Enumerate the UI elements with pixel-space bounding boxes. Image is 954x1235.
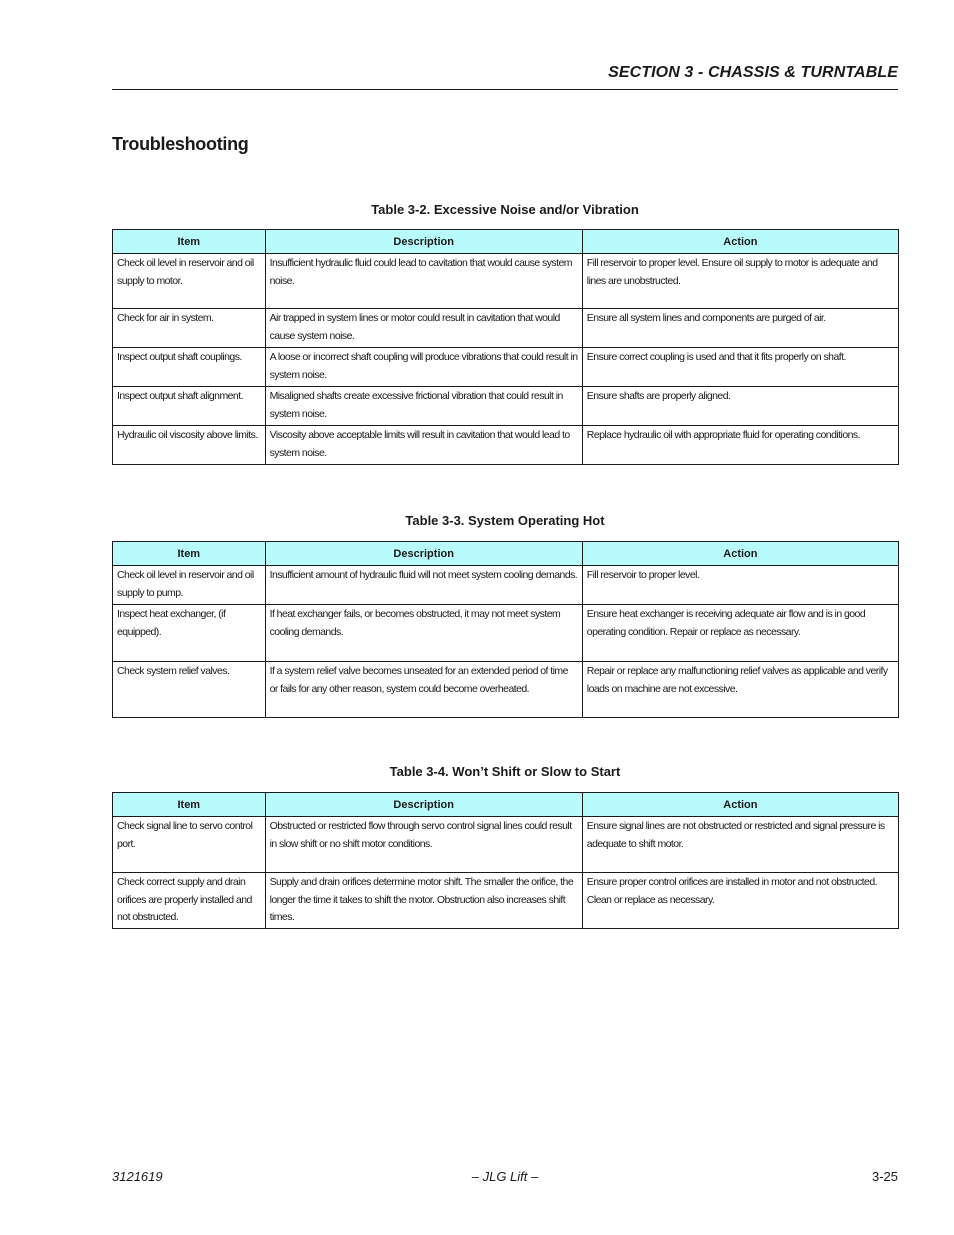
table-header-row	[113, 542, 899, 566]
column-header-item: Item	[113, 542, 266, 566]
table-system-operating-hot	[112, 541, 899, 718]
table-row	[113, 426, 899, 465]
footer-publisher: – JLG Lift –	[471, 1169, 539, 1184]
cell-action: Fill reservoir to proper level. Ensure oil supply to motor is adequate and lines are unobstructed.	[582, 254, 898, 309]
cell-item: Inspect output shaft couplings.	[113, 348, 266, 387]
section-header-title: SECTION 3 - CHASSIS & TURNTABLE	[608, 64, 898, 81]
column-header-action: Action	[582, 542, 898, 566]
cell-description: If a system relief valve becomes unseated for an extended period of time or fails for any other reason, system could become overheated.	[265, 662, 582, 718]
cell-action: Replace hydraulic oil with appropriate fluid for operating conditions.	[582, 426, 898, 465]
column-header-action: Action	[582, 230, 898, 254]
cell-description: Insufficient amount of hydraulic fluid will not meet system cooling demands.	[265, 566, 582, 605]
column-header-item: Item	[113, 230, 266, 254]
table-header-row	[113, 793, 899, 817]
cell-action: Ensure proper control orifices are installed in motor and not obstructed. Clean or replace as necessary.	[582, 873, 898, 929]
cell-description: Insufficient hydraulic fluid could lead to cavitation that would cause system noise.	[265, 254, 582, 309]
column-header-item: Item	[113, 793, 266, 817]
cell-action: Ensure signal lines are not obstructed or restricted and signal pressure is adequate to shift motor.	[582, 817, 898, 873]
cell-item: Inspect output shaft alignment.	[113, 387, 266, 426]
cell-description: Air trapped in system lines or motor could result in cavitation that would cause system noise.	[265, 309, 582, 348]
table-wont-shift	[112, 792, 899, 929]
cell-description: Supply and drain orifices determine motor shift. The smaller the orifice, the longer the time it takes to shift the motor. Obstruction also increases shift times.	[265, 873, 582, 929]
column-header-description: Description	[265, 542, 582, 566]
table-row	[113, 348, 899, 387]
cell-action: Fill reservoir to proper level.	[582, 566, 898, 605]
column-header-description: Description	[265, 793, 582, 817]
column-header-action: Action	[582, 793, 898, 817]
cell-item: Check oil level in reservoir and oil supply to pump.	[113, 566, 266, 605]
cell-action: Ensure shafts are properly aligned.	[582, 387, 898, 426]
table-row	[113, 254, 899, 309]
table-3-3-title: Table 3-3. System Operating Hot	[405, 513, 605, 528]
cell-item: Check oil level in reservoir and oil supply to motor.	[113, 254, 266, 309]
cell-item: Check correct supply and drain orifices are properly installed and not obstructed.	[113, 873, 266, 929]
cell-description: If heat exchanger fails, or becomes obstructed, it may not meet system cooling demands.	[265, 605, 582, 662]
table-row	[113, 605, 899, 662]
table-excessive-noise	[112, 229, 899, 465]
cell-action: Ensure correct coupling is used and that it fits properly on shaft.	[582, 348, 898, 387]
cell-description: Viscosity above acceptable limits will result in cavitation that would lead to system noise.	[265, 426, 582, 465]
cell-item: Inspect heat exchanger, (if equipped).	[113, 605, 266, 662]
cell-action: Repair or replace any malfunctioning relief valves as applicable and verify loads on machine are not excessive.	[582, 662, 898, 718]
header-divider	[112, 89, 898, 90]
table-row	[113, 309, 899, 348]
cell-item: Hydraulic oil viscosity above limits.	[113, 426, 266, 465]
cell-description: A loose or incorrect shaft coupling will produce vibrations that could result in system noise.	[265, 348, 582, 387]
table-3-4-title: Table 3-4. Won’t Shift or Slow to Start	[389, 764, 621, 779]
column-header-description: Description	[265, 230, 582, 254]
cell-item: Check for air in system.	[113, 309, 266, 348]
table-row	[113, 387, 899, 426]
table-header-row	[113, 230, 899, 254]
cell-item: Check system relief valves.	[113, 662, 266, 718]
cell-description: Misaligned shafts create excessive frictional vibration that could result in system noise.	[265, 387, 582, 426]
cell-action: Ensure heat exchanger is receiving adequate air flow and is in good operating condition. Repair or replace as necessary.	[582, 605, 898, 662]
table-row	[113, 662, 899, 718]
table-row	[113, 566, 899, 605]
cell-description: Obstructed or restricted flow through servo control signal lines could result in slow shift or no shift motor conditions.	[265, 817, 582, 873]
page-title: Troubleshooting	[112, 134, 249, 154]
table-3-2-title: Table 3-2. Excessive Noise and/or Vibration	[371, 202, 639, 217]
cell-item: Check signal line to servo control port.	[113, 817, 266, 873]
table-row	[113, 817, 899, 873]
table-row	[113, 873, 899, 929]
footer-page-number: 3-25	[871, 1169, 898, 1184]
footer-doc-number: 3121619	[112, 1169, 163, 1184]
cell-action: Ensure all system lines and components are purged of air.	[582, 309, 898, 348]
